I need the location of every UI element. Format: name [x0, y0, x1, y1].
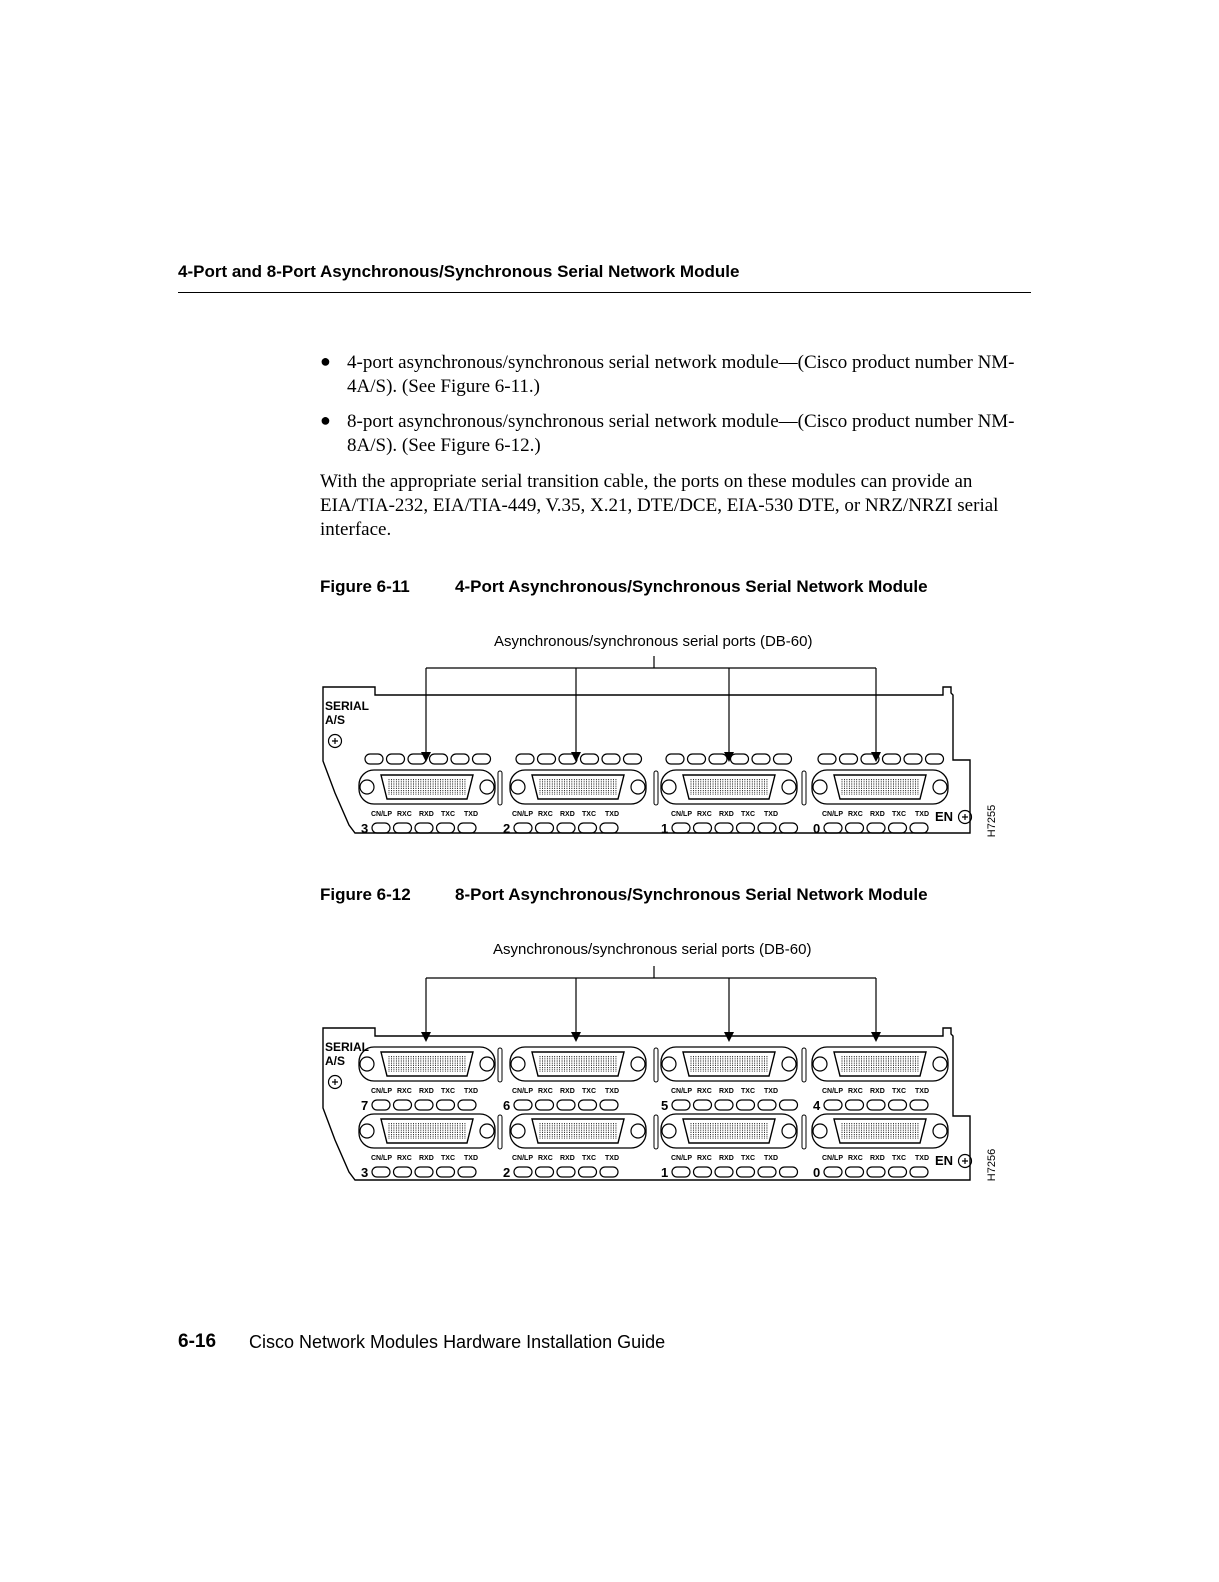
port-divider	[654, 1048, 658, 1082]
led-indicator	[672, 823, 690, 833]
connector-d-sub	[683, 1119, 775, 1143]
port-divider	[802, 1048, 806, 1082]
port-divider	[654, 1115, 658, 1149]
bullet-item	[320, 351, 1020, 399]
upper-port-connector	[510, 1047, 646, 1081]
led-indicator	[579, 1167, 597, 1177]
screw-hole	[813, 1124, 827, 1138]
connector-d-sub	[532, 1119, 624, 1143]
led-indicator	[458, 823, 476, 833]
lower-port-connector	[812, 770, 948, 804]
led-label: RXC	[697, 811, 712, 818]
led-label: TXC	[741, 811, 755, 818]
port-divider	[654, 771, 658, 805]
port-number: 7	[361, 1098, 369, 1113]
callout-arrow-icon	[421, 1032, 431, 1042]
led-label: TXD	[464, 1155, 478, 1162]
led-label: TXD	[764, 1155, 778, 1162]
led-indicator	[818, 754, 836, 764]
led-label: RXC	[538, 811, 553, 818]
led-indicator	[516, 754, 534, 764]
connector-d-sub	[381, 1119, 473, 1143]
led-indicator	[694, 1167, 712, 1177]
led-indicator	[372, 1167, 390, 1177]
led-indicator	[672, 1100, 690, 1110]
running-header: 4-Port and 8-Port Asynchronous/Synchronous Serial Network Module	[178, 262, 740, 281]
led-label: TXD	[605, 1155, 619, 1162]
panel-label-as: A/S	[325, 713, 346, 727]
network-module-8port-diagram	[315, 958, 1005, 1188]
led-indicator	[752, 754, 770, 764]
led-label: CN/LP	[512, 1155, 533, 1162]
led-label: RXC	[848, 811, 863, 818]
panel-label-as: A/S	[325, 1054, 346, 1068]
figure-caption	[320, 577, 928, 597]
led-label: RXD	[719, 811, 734, 818]
led-indicator	[473, 754, 491, 764]
screw-hole	[360, 780, 374, 794]
led-label: RXC	[538, 1088, 553, 1095]
screw-hole	[933, 1124, 947, 1138]
led-label: CN/LP	[671, 1088, 692, 1095]
led-label: RXD	[560, 811, 575, 818]
bullet-dot: ●	[320, 351, 331, 371]
led-indicator	[514, 1167, 532, 1177]
led-indicator	[926, 754, 944, 764]
led-label: TXC	[892, 1155, 906, 1162]
led-indicator	[780, 1167, 798, 1177]
led-indicator	[824, 823, 842, 833]
led-indicator	[437, 1100, 455, 1110]
led-indicator	[731, 754, 749, 764]
led-label: TXD	[464, 1088, 478, 1095]
led-label: RXC	[397, 1155, 412, 1162]
screw-hole	[782, 780, 796, 794]
screw-hole	[933, 1057, 947, 1071]
screw-hole	[631, 1057, 645, 1071]
connector-d-sub	[381, 1052, 473, 1076]
led-label: TXC	[741, 1155, 755, 1162]
led-label: TXD	[605, 1088, 619, 1095]
drawing-id: H7256	[986, 1148, 998, 1182]
led-label: CN/LP	[371, 811, 392, 818]
port-number: 1	[661, 821, 669, 836]
led-label: RXC	[697, 1088, 712, 1095]
network-module-4port-diagram	[315, 650, 1005, 845]
led-label: RXD	[419, 1155, 434, 1162]
led-label: CN/LP	[371, 1088, 392, 1095]
led-indicator	[394, 1167, 412, 1177]
connector-d-sub	[834, 1119, 926, 1143]
led-label: RXD	[870, 1155, 885, 1162]
port-number: 6	[503, 1098, 511, 1113]
led-indicator	[715, 1167, 733, 1177]
panel-label-serial: SERIAL	[325, 699, 370, 713]
led-indicator	[780, 1100, 798, 1110]
led-label: TXD	[764, 811, 778, 818]
led-indicator	[840, 754, 858, 764]
screw-hole	[360, 1057, 374, 1071]
led-label: RXD	[719, 1155, 734, 1162]
figure-number: Figure 6-11	[320, 577, 410, 596]
callout-arrow-icon	[724, 1032, 734, 1042]
led-indicator	[737, 823, 755, 833]
led-label: TXD	[915, 1155, 929, 1162]
port-number: 2	[503, 821, 511, 836]
led-indicator	[394, 1100, 412, 1110]
page-number: 6-16	[178, 1331, 217, 1352]
lower-port-connector	[510, 1114, 646, 1148]
led-indicator	[889, 1167, 907, 1177]
led-label: TXD	[915, 811, 929, 818]
led-label: CN/LP	[822, 811, 843, 818]
led-label: TXC	[892, 811, 906, 818]
lower-port-connector	[510, 770, 646, 804]
bullet-dot: ●	[320, 410, 331, 430]
screw-hole	[631, 780, 645, 794]
led-label: CN/LP	[671, 811, 692, 818]
led-indicator	[867, 1167, 885, 1177]
led-indicator	[904, 754, 922, 764]
screw-hole	[813, 780, 827, 794]
led-indicator	[672, 1167, 690, 1177]
led-label: CN/LP	[371, 1155, 392, 1162]
screw-hole	[782, 1124, 796, 1138]
led-label: RXD	[560, 1088, 575, 1095]
led-indicator	[600, 1167, 618, 1177]
lower-port-connector	[359, 770, 495, 804]
led-indicator	[579, 823, 597, 833]
led-indicator	[602, 754, 620, 764]
upper-port-connector	[661, 1047, 797, 1081]
led-indicator	[758, 1167, 776, 1177]
connector-d-sub	[532, 775, 624, 799]
led-indicator	[824, 1100, 842, 1110]
led-indicator	[624, 754, 642, 764]
bullet-text: 8-port asynchronous/synchronous serial network module—(Cisco product number NM-8A/S). (See Figure 6-12.)	[347, 411, 1015, 456]
figure-caption	[320, 885, 928, 905]
led-label: RXC	[397, 811, 412, 818]
screw-hole	[511, 1057, 525, 1071]
led-indicator	[709, 754, 727, 764]
port-number: 3	[361, 1165, 369, 1180]
led-indicator	[514, 1100, 532, 1110]
panel-screw-icon-slot	[332, 738, 338, 744]
led-indicator	[867, 1100, 885, 1110]
led-label: RXC	[397, 1088, 412, 1095]
drawing-id: H7255	[986, 804, 998, 838]
upper-port-connector	[359, 1047, 495, 1081]
led-indicator	[737, 1100, 755, 1110]
connector-d-sub	[834, 1052, 926, 1076]
led-indicator	[758, 823, 776, 833]
led-indicator	[715, 823, 733, 833]
bullet-item	[320, 410, 1020, 458]
led-label: TXC	[582, 1155, 596, 1162]
lower-port-connector	[812, 1114, 948, 1148]
connector-d-sub	[532, 1052, 624, 1076]
led-label: CN/LP	[512, 811, 533, 818]
connector-d-sub	[381, 775, 473, 799]
led-label: TXD	[764, 1088, 778, 1095]
led-label: RXC	[848, 1088, 863, 1095]
screw-hole	[662, 780, 676, 794]
connector-d-sub	[683, 775, 775, 799]
led-indicator	[883, 754, 901, 764]
led-indicator	[774, 754, 792, 764]
body-paragraph: With the appropriate serial transition cable, the ports on these modules can provide an EIA/TIA-232, EIA/TIA-449, V.35, X.21, DTE/DCE, EIA-530 DTE, or NRZ/NRZI serial interface.	[320, 471, 999, 540]
led-label: CN/LP	[822, 1155, 843, 1162]
port-number: 0	[813, 1165, 821, 1180]
led-label: RXD	[560, 1155, 575, 1162]
led-label: CN/LP	[822, 1088, 843, 1095]
led-indicator	[536, 1167, 554, 1177]
book-title: Cisco Network Modules Hardware Installation Guide	[249, 1332, 666, 1352]
screw-hole	[511, 1124, 525, 1138]
port-divider	[498, 771, 502, 805]
panel-label-serial: SERIAL	[325, 1040, 370, 1054]
led-indicator	[758, 1100, 776, 1110]
led-indicator	[581, 754, 599, 764]
figure-number: Figure 6-12	[320, 885, 411, 904]
led-indicator	[910, 1167, 928, 1177]
led-indicator	[365, 754, 383, 764]
led-indicator	[538, 754, 556, 764]
led-indicator	[372, 823, 390, 833]
led-indicator	[867, 823, 885, 833]
led-indicator	[437, 1167, 455, 1177]
port-number: 0	[813, 821, 821, 836]
en-label: EN	[935, 1153, 954, 1168]
led-indicator	[387, 754, 405, 764]
led-indicator	[715, 1100, 733, 1110]
led-indicator	[910, 1100, 928, 1110]
led-indicator	[536, 1100, 554, 1110]
led-indicator	[536, 823, 554, 833]
led-label: RXC	[848, 1155, 863, 1162]
led-indicator	[458, 1167, 476, 1177]
led-indicator	[688, 754, 706, 764]
port-number: 2	[503, 1165, 511, 1180]
led-indicator	[430, 754, 448, 764]
en-label: EN	[935, 809, 954, 824]
led-indicator	[557, 1167, 575, 1177]
callout-arrow-icon	[871, 1032, 881, 1042]
screw-hole	[662, 1124, 676, 1138]
port-divider	[498, 1048, 502, 1082]
panel-screw-icon-slot	[332, 1079, 338, 1085]
screw-hole	[511, 780, 525, 794]
led-indicator	[824, 1167, 842, 1177]
bullet-text: 4-port asynchronous/synchronous serial network module—(Cisco product number NM-4A/S). (See Figure 6-11.)	[347, 352, 1015, 397]
port-divider	[802, 771, 806, 805]
callout-label: Asynchronous/synchronous serial ports (DB-60)	[494, 633, 813, 650]
callout-arrow-icon	[571, 1032, 581, 1042]
screw-hole	[813, 1057, 827, 1071]
port-number: 3	[361, 821, 369, 836]
screw-hole	[782, 1057, 796, 1071]
led-indicator	[415, 1100, 433, 1110]
screw-hole	[631, 1124, 645, 1138]
led-label: TXC	[441, 811, 455, 818]
led-indicator	[846, 1100, 864, 1110]
led-label: RXD	[719, 1088, 734, 1095]
figure-title: 8-Port Asynchronous/Synchronous Serial Network Module	[455, 885, 928, 904]
callout-arrow-icon	[724, 752, 734, 762]
led-indicator	[451, 754, 469, 764]
led-indicator	[458, 1100, 476, 1110]
led-indicator	[846, 823, 864, 833]
led-label: RXC	[697, 1155, 712, 1162]
led-label: TXC	[741, 1088, 755, 1095]
screw-hole	[933, 780, 947, 794]
port-number: 4	[813, 1098, 821, 1113]
led-indicator	[372, 1100, 390, 1110]
led-indicator	[415, 823, 433, 833]
connector-d-sub	[834, 775, 926, 799]
connector-d-sub	[683, 1052, 775, 1076]
led-label: RXD	[870, 811, 885, 818]
en-screw-icon-slot	[962, 1158, 968, 1164]
led-indicator	[910, 823, 928, 833]
led-label: CN/LP	[671, 1155, 692, 1162]
led-indicator	[600, 823, 618, 833]
led-indicator	[694, 1100, 712, 1110]
led-indicator	[514, 823, 532, 833]
led-label: TXC	[582, 1088, 596, 1095]
lower-port-connector	[661, 1114, 797, 1148]
led-indicator	[557, 1100, 575, 1110]
screw-hole	[480, 780, 494, 794]
led-indicator	[846, 1167, 864, 1177]
screw-hole	[662, 1057, 676, 1071]
port-divider	[802, 1115, 806, 1149]
figure-title: 4-Port Asynchronous/Synchronous Serial Network Module	[455, 577, 928, 596]
led-label: TXC	[441, 1155, 455, 1162]
led-label: TXD	[915, 1088, 929, 1095]
led-indicator	[737, 1167, 755, 1177]
led-indicator	[666, 754, 684, 764]
led-indicator	[579, 1100, 597, 1110]
en-screw-icon-slot	[962, 814, 968, 820]
led-indicator	[780, 823, 798, 833]
port-divider	[498, 1115, 502, 1149]
led-indicator	[889, 1100, 907, 1110]
lower-port-connector	[661, 770, 797, 804]
led-label: CN/LP	[512, 1088, 533, 1095]
callout-label: Asynchronous/synchronous serial ports (DB-60)	[493, 941, 812, 958]
led-indicator	[557, 823, 575, 833]
led-indicator	[415, 1167, 433, 1177]
led-label: TXC	[441, 1088, 455, 1095]
lower-port-connector	[359, 1114, 495, 1148]
led-indicator	[889, 823, 907, 833]
led-label: RXD	[419, 1088, 434, 1095]
led-label: TXD	[605, 811, 619, 818]
led-label: RXD	[870, 1088, 885, 1095]
led-indicator	[437, 823, 455, 833]
led-label: RXD	[419, 811, 434, 818]
led-label: TXC	[582, 811, 596, 818]
led-indicator	[394, 823, 412, 833]
screw-hole	[360, 1124, 374, 1138]
led-label: TXD	[464, 811, 478, 818]
screw-hole	[480, 1124, 494, 1138]
led-label: TXC	[892, 1088, 906, 1095]
header-rule	[178, 292, 1031, 293]
port-number: 1	[661, 1165, 669, 1180]
port-number: 5	[661, 1098, 669, 1113]
screw-hole	[480, 1057, 494, 1071]
upper-port-connector	[812, 1047, 948, 1081]
led-label: RXC	[538, 1155, 553, 1162]
led-indicator	[694, 823, 712, 833]
led-indicator	[600, 1100, 618, 1110]
